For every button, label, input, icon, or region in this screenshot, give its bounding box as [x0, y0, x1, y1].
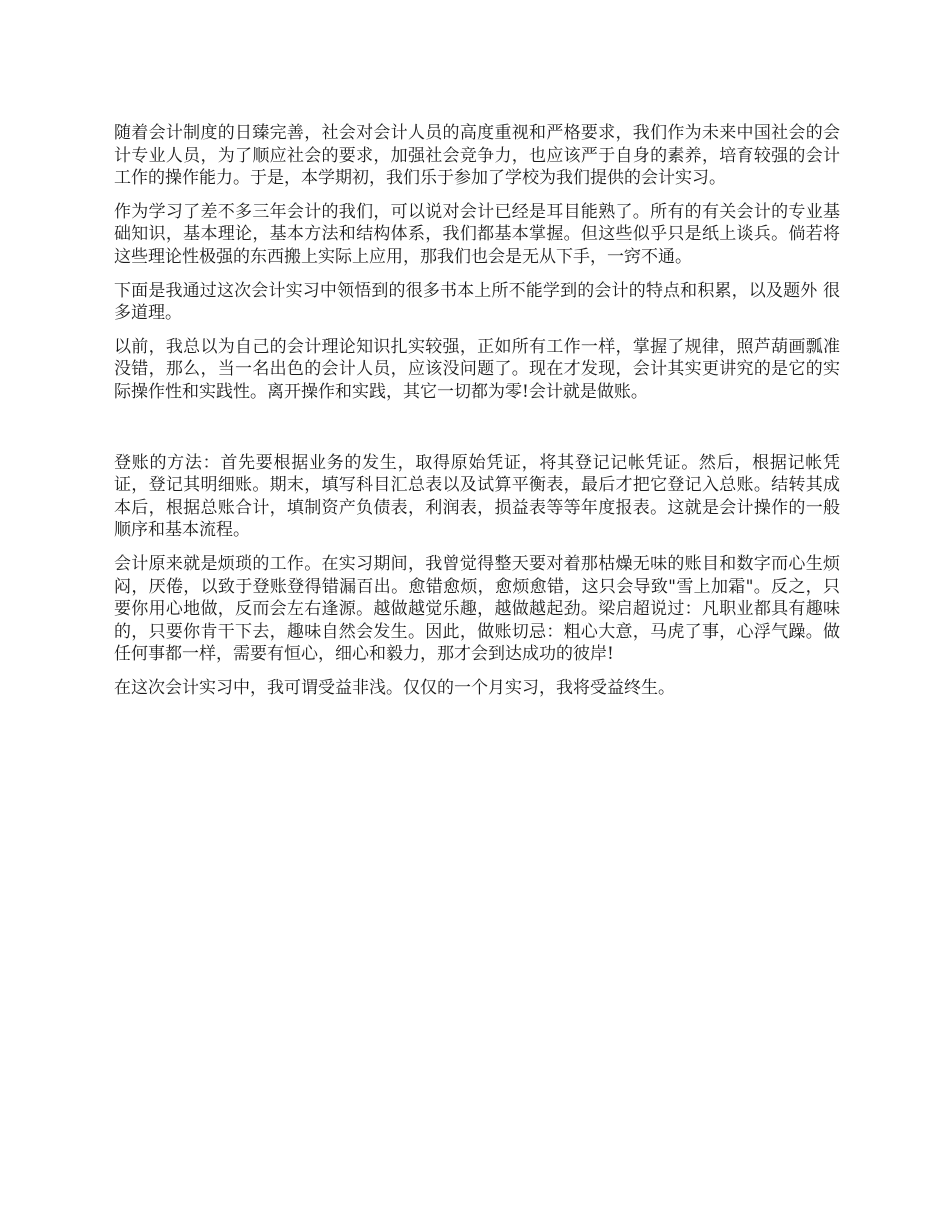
- paragraph-preview: 下面是我通过这次会计实习中领悟到的很多书本上所不能学到的会计的特点和积累，以及题外 很多道理。: [114, 280, 840, 324]
- paragraph-realization: 以前，我总以为自己的会计理论知识扎实较强，正如所有工作一样，掌握了规律，照芦葫画瓢准没错，那么，当一名出色的会计人员，应该没问题了。现在才发现，会计其实更讲究的是它的实际操作性和实践性。离开操作和实践，其它一切都为零!会计就是做账。: [114, 336, 840, 402]
- paragraph-attitude: 会计原来就是烦琐的工作。在实习期间，我曾觉得整天要对着那枯燥无味的账目和数字而心生烦闷，厌倦，以致于登账登得错漏百出。愈错愈烦，愈烦愈错，这只会导致"雪上加霜"。反之，只要你用心地做，反而会左右逢源。越做越觉乐趣，越做越起劲。梁启超说过：凡职业都具有趣味的，只要你肯干下去，趣味自然会发生。因此，做账切忌：粗心大意，马虎了事，心浮气躁。做任何事都一样，需要有恒心，细心和毅力，那才会到达成功的彼岸!: [114, 553, 840, 665]
- paragraph-background: 作为学习了差不多三年会计的我们，可以说对会计已经是耳目能熟了。所有的有关会计的专业基础知识，基本理论，基本方法和结构体系，我们都基本掌握。但这些似乎只是纸上谈兵。倘若将这些理论性极强的东西搬上实际上应用，那我们也会是无从下手，一窍不通。: [114, 201, 840, 267]
- paragraph-conclusion: 在这次会计实习中，我可谓受益非浅。仅仅的一个月实习，我将受益终生。: [114, 677, 675, 698]
- paragraph-bookkeeping-method: 登账的方法：首先要根据业务的发生，取得原始凭证，将其登记记帐凭证。然后，根据记帐凭证，登记其明细账。期末，填写科目汇总表以及试算平衡表，最后才把它登记入总账。结转其成本后，根据总账合计，填制资产负债表，利润表，损益表等等年度报表。这就是会计操作的一般顺序和基本流程。: [114, 452, 840, 541]
- section-gap: [114, 415, 840, 452]
- paragraph-intro: 随着会计制度的日臻完善，社会对会计人员的高度重视和严格要求，我们作为未来中国社会的会计专业人员，为了顺应社会的要求，加强社会竞争力，也应该严于自身的素养，培育较强的会计工作的操作能力。于是，本学期初，我们乐于参加了学校为我们提供的会计实习。: [114, 123, 840, 189]
- document-body: [114, 122, 840, 710]
